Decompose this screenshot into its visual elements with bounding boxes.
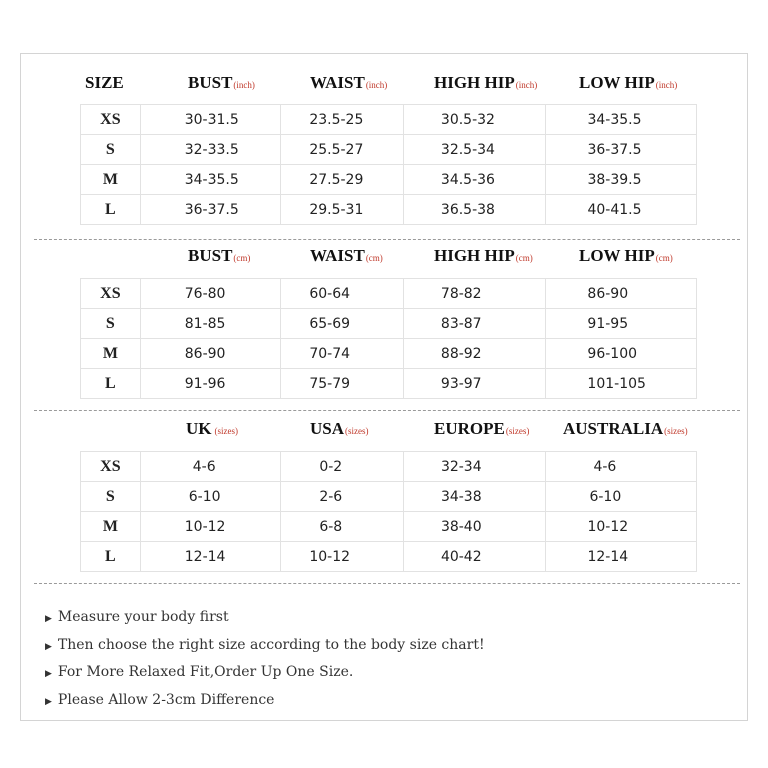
table-row <box>81 195 697 225</box>
table-row <box>81 165 697 195</box>
value-cell: 88-92 <box>403 339 546 369</box>
size-cell: L <box>81 195 141 225</box>
value-cell: 32-33.5 <box>140 135 281 165</box>
section-divider <box>34 583 740 584</box>
header-bust-cm <box>188 246 250 266</box>
value-cell: 4-6 <box>140 452 281 482</box>
value-cell: 91-96 <box>140 369 281 399</box>
size-cell: M <box>81 512 141 542</box>
header-unit: (sizes) <box>345 426 369 436</box>
section-divider <box>34 410 740 411</box>
value-cell: 30.5-32 <box>403 105 546 135</box>
value-cell: 12-14 <box>546 542 697 572</box>
note-text: Measure your body first <box>57 609 229 625</box>
note-item <box>45 687 485 715</box>
value-cell: 91-95 <box>546 309 697 339</box>
size-cell: XS <box>81 452 141 482</box>
header-unit: (cm) <box>515 253 533 263</box>
table-row <box>81 309 697 339</box>
size-cell: L <box>81 542 141 572</box>
value-cell: 101-105 <box>546 369 697 399</box>
header-label: BUST <box>188 246 233 265</box>
value-cell: 27.5-29 <box>281 165 404 195</box>
value-cell: 6-10 <box>140 482 281 512</box>
value-cell: 2-6 <box>281 482 404 512</box>
value-cell: 10-12 <box>140 512 281 542</box>
size-table-inch <box>80 104 697 225</box>
value-cell: 4-6 <box>546 452 697 482</box>
value-cell: 93-97 <box>403 369 546 399</box>
header-low-hip-cm <box>579 246 673 266</box>
size-cell: L <box>81 369 141 399</box>
header-bust-inch <box>188 73 255 93</box>
header-unit: (inch) <box>515 80 538 90</box>
value-cell: 10-12 <box>546 512 697 542</box>
header-unit: (sizes) <box>214 426 238 436</box>
value-cell: 34-38 <box>403 482 546 512</box>
header-unit: (inch) <box>655 80 678 90</box>
header-high-hip-inch <box>434 73 537 93</box>
header-waist-inch <box>310 73 387 93</box>
note-item <box>45 632 485 660</box>
table-row <box>81 482 697 512</box>
note-text: Then choose the right size according to the body size chart! <box>57 636 485 653</box>
header-label: EUROPE <box>434 419 505 438</box>
size-cell: S <box>81 135 141 165</box>
header-low-hip-inch <box>579 73 677 93</box>
header-unit: (inch) <box>233 80 255 90</box>
table-row <box>81 512 697 542</box>
value-cell: 34.5-36 <box>403 165 546 195</box>
note-text: For More Relaxed Fit,Order Up One Size. <box>57 664 354 680</box>
value-cell: 40-42 <box>403 542 546 572</box>
value-cell: 65-69 <box>281 309 404 339</box>
size-cell: M <box>81 339 141 369</box>
table-row <box>81 339 697 369</box>
value-cell: 30-31.5 <box>140 105 281 135</box>
note-item <box>45 604 485 632</box>
value-cell: 23.5-25 <box>281 105 404 135</box>
value-cell: 78-82 <box>403 279 546 309</box>
value-cell: 96-100 <box>546 339 697 369</box>
size-table-cm <box>80 278 697 399</box>
value-cell: 83-87 <box>403 309 546 339</box>
table-row <box>81 279 697 309</box>
triangle-right-icon: ▶ <box>45 669 52 679</box>
table-row <box>81 542 697 572</box>
size-cell: XS <box>81 105 141 135</box>
value-cell: 29.5-31 <box>281 195 404 225</box>
header-label: BUST <box>188 73 233 92</box>
value-cell: 6-10 <box>546 482 697 512</box>
header-europe <box>434 419 529 439</box>
value-cell: 60-64 <box>281 279 404 309</box>
value-cell: 32.5-34 <box>403 135 546 165</box>
header-unit: (cm) <box>233 253 251 263</box>
value-cell: 38-39.5 <box>546 165 697 195</box>
header-usa <box>310 419 369 439</box>
header-label: HIGH HIP <box>434 246 515 265</box>
size-table-international <box>80 451 697 572</box>
value-cell: 32-34 <box>403 452 546 482</box>
header-label: AUSTRALIA <box>563 419 664 438</box>
value-cell: 12-14 <box>140 542 281 572</box>
header-australia <box>563 419 688 439</box>
note-item <box>45 659 485 687</box>
value-cell: 75-79 <box>281 369 404 399</box>
value-cell: 70-74 <box>281 339 404 369</box>
triangle-right-icon: ▶ <box>45 641 52 652</box>
header-label: UK <box>186 419 212 438</box>
table-row <box>81 369 697 399</box>
size-cell: XS <box>81 279 141 309</box>
header-unit: (sizes) <box>664 426 688 436</box>
table-row <box>81 135 697 165</box>
value-cell: 6-8 <box>281 512 404 542</box>
value-cell: 34-35.5 <box>546 105 697 135</box>
header-waist-cm <box>310 246 383 266</box>
value-cell: 10-12 <box>281 542 404 572</box>
section-divider <box>34 239 740 240</box>
notes-list <box>45 604 485 714</box>
note-text: Please Allow 2-3cm Difference <box>57 691 275 708</box>
value-cell: 34-35.5 <box>140 165 281 195</box>
value-cell: 86-90 <box>140 339 281 369</box>
table-row <box>81 452 697 482</box>
value-cell: 36-37.5 <box>546 135 697 165</box>
header-label: WAIST <box>310 246 365 265</box>
header-uk <box>186 419 238 439</box>
header-label: LOW HIP <box>579 246 655 265</box>
size-cell: M <box>81 165 141 195</box>
header-label: LOW HIP <box>579 73 655 92</box>
value-cell: 86-90 <box>546 279 697 309</box>
value-cell: 25.5-27 <box>281 135 404 165</box>
value-cell: 36-37.5 <box>140 195 281 225</box>
header-label: USA <box>310 419 345 438</box>
size-cell: S <box>81 309 141 339</box>
value-cell: 38-40 <box>403 512 546 542</box>
value-cell: 40-41.5 <box>546 195 697 225</box>
value-cell: 81-85 <box>140 309 281 339</box>
triangle-right-icon: ▶ <box>45 696 52 707</box>
value-cell: 0-2 <box>281 452 404 482</box>
value-cell: 36.5-38 <box>403 195 546 225</box>
triangle-right-icon: ▶ <box>45 614 52 624</box>
size-header: SIZE <box>85 73 124 92</box>
header-unit: (sizes) <box>505 426 530 436</box>
header-label: WAIST <box>310 73 365 92</box>
table-row <box>81 105 697 135</box>
header-label: HIGH HIP <box>434 73 515 92</box>
header-high-hip-cm <box>434 246 533 266</box>
size-cell: S <box>81 482 141 512</box>
value-cell: 76-80 <box>140 279 281 309</box>
header-unit: (cm) <box>365 253 383 263</box>
header-unit: (inch) <box>365 80 388 90</box>
header-unit: (cm) <box>655 253 673 263</box>
